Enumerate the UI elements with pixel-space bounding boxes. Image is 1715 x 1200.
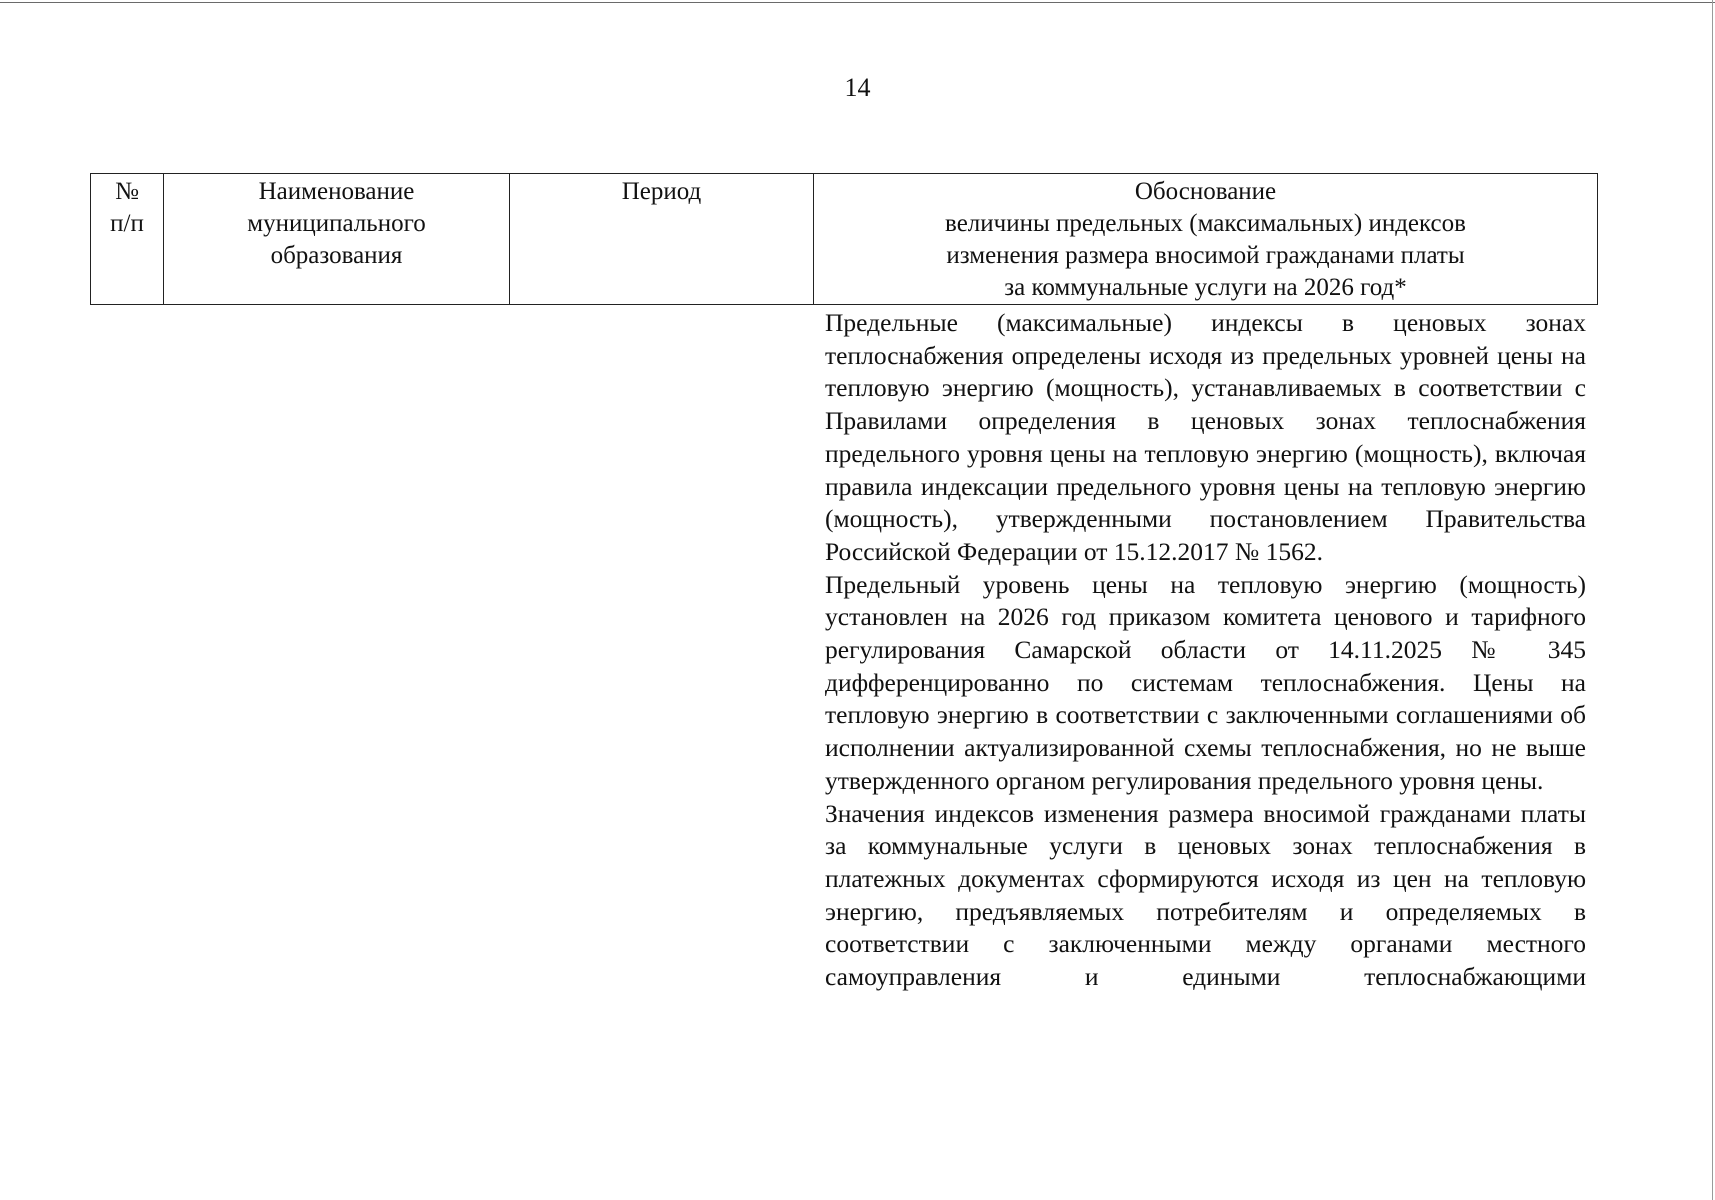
page-number: 14 — [844, 73, 871, 102]
column-header-municipality-label: Наименование муниципального образования — [247, 178, 426, 269]
column-header-period-label: Период — [621, 178, 702, 205]
header-table — [90, 173, 1598, 305]
column-header-number-label: № п/п — [110, 178, 144, 237]
column-header-justification-label: Обоснование величины предельных (максимальных) индексов изменения размера вносимой гражданами платы за коммунальные услуги на 2026 год* — [945, 178, 1466, 301]
column-header-number — [91, 174, 164, 305]
column-header-justification — [814, 174, 1598, 305]
page-right-edge — [1712, 0, 1713, 1200]
header-row — [91, 174, 1598, 305]
column-header-municipality — [164, 174, 510, 305]
justification-text — [825, 307, 1586, 994]
paragraph-index-values: Значения индексов изменения размера вносимой гражданами платы за коммунальные услуги в ценовых зонах теплоснабжения в платежных документах сформируются исходя из цен на тепловую энергию, предъявляемых потребителям и определяемых в соответствии с заключенными между органами местного самоуправления и едиными теплоснабжающими — [825, 798, 1586, 992]
paragraph-price-level: Предельный уровень цены на тепловую энергию (мощность) установлен на 2026 год приказом комитета ценового и тарифного регулирования Самарской области от 14.11.2025 № 345 дифференцированно по системам теплоснабжения. Цены на тепловую энергию в соответствии с заключенными соглашениями об исполнении актуализированной схемы теплоснабжения, но не выше утвержденного органом регулирования предельного уровня цены. — [825, 569, 1586, 795]
column-header-period — [510, 174, 814, 305]
paragraph-price-zones: Предельные (максимальные) индексы в ценовых зонах теплоснабжения определены исходя из предельных уровней цены на тепловую энергию (мощность), устанавливаемых в соответствии с Правилами определения в ценовых зонах теплоснабжения предельного уровня цены на тепловую энергию (мощность), включая правила индексации предельного уровня цены на тепловую энергию (мощность), утвержденными постановлением Правительства Российской Федерации от 15.12.2017 № 1562. — [825, 308, 1586, 566]
page-top-edge — [0, 2, 1715, 3]
